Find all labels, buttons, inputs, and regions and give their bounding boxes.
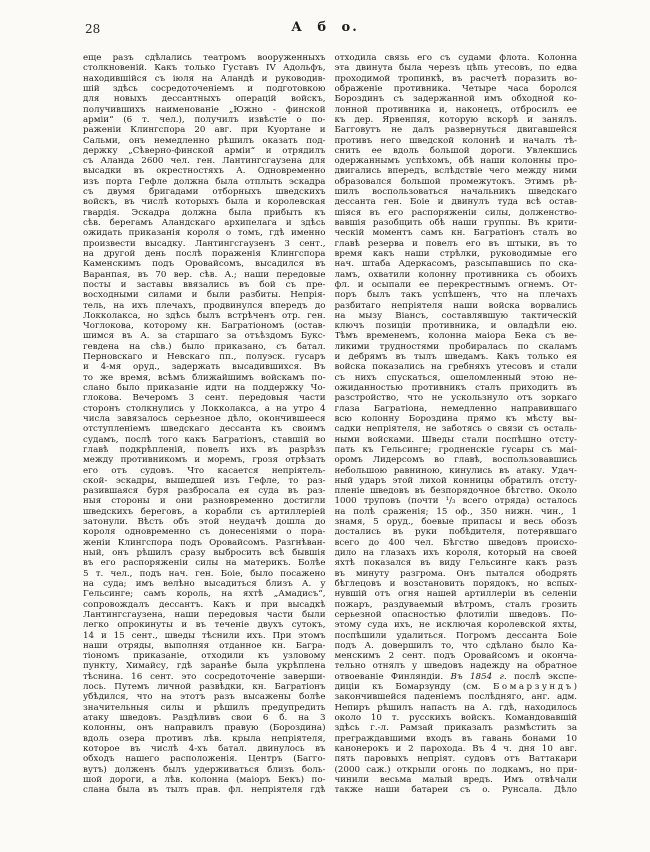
text-line: восходными силами и были разбиты. Непрія- xyxy=(83,290,326,301)
text-line: преграждавшими входъ въ гавань бонами 10 xyxy=(334,733,577,744)
left-column xyxy=(83,53,326,796)
text-line: Лантингсгаузена, наши передовыя части были xyxy=(83,609,326,620)
text-line: противъ него шведской колоннѣ и началъ тѣ- xyxy=(334,135,577,146)
text-line: шій здѣсь сосредоточеніемъ и подготовкою xyxy=(83,83,326,94)
text-line: сторонъ столкнулись у Локколакса, а на утро 4 xyxy=(83,403,326,414)
text-line: еще разъ сдѣлались театромъ вооруженныхъ xyxy=(83,53,326,63)
text-line: разстройство, что не ускользнуло отъ зоркаго xyxy=(334,393,577,404)
text-line: время какъ наши стрѣлки, руководимые его xyxy=(334,248,577,259)
text-line: шведскихъ береговъ, а корабли съ артиллеріей xyxy=(83,506,326,517)
text-line: бѣглецовъ и возстановить порядокъ, но вспых- xyxy=(334,578,577,589)
text-line: Бороздинъ съ задержанной имъ обходной ко- xyxy=(334,94,577,105)
text-line: шилъ воспользоваться начальникъ шведскаго xyxy=(334,187,577,198)
text-line: въ минуту разгрома. Онъ пытался ободрять xyxy=(334,568,577,579)
text-segment: Въ 1854 г. xyxy=(450,671,507,682)
text-line: пать къ Гельсинге; гродненскіе гусары съ маі- xyxy=(334,444,577,455)
text-line: на полѣ сраженія; 15 оф., 350 нижн. чин., 1 xyxy=(334,506,577,517)
text-line: ческій моментъ самъ кн. Багратіонъ сталъ во xyxy=(334,228,577,239)
text-line: убѣдился, что на этотъ разъ высажены болѣе xyxy=(83,692,326,703)
text-line: шой дороги, а лѣв. колонна (маіоръ Бекъ) по- xyxy=(83,774,326,785)
text-line: 1000 труповъ (почти ¹/₃ всего отряда) осталось xyxy=(334,496,577,507)
text-line: на другой день послѣ пораженія Клингспора xyxy=(83,248,326,259)
text-line: раженіи Клингспора 20 авг. при Куортане и xyxy=(83,125,326,136)
text-line: столкновеній. Какъ только Густавъ IV Адольфъ, xyxy=(83,63,326,74)
text-line: Локколакса, но здѣсь былъ встрѣченъ отр. ген. xyxy=(83,310,326,321)
text-line: войска показались на гребняхъ утесовъ и стали xyxy=(334,362,577,373)
text-line: тельно отнялъ у шведовъ надежду на обратное xyxy=(334,661,577,672)
text-line: глаза Багратіона, немедленно направившаго xyxy=(334,403,577,414)
text-line: получившихъ наименованіе „Южно - финской xyxy=(83,104,326,115)
text-line: вавшія разобщить обѣ наши группы. Въ крити- xyxy=(334,218,577,228)
text-line: сѣв. берегамъ Аландскаго архипелага и здѣсь xyxy=(83,218,326,228)
text-line: дессанта ген. Боіе и двинулъ туда всѣ остав- xyxy=(334,197,577,208)
text-line: Непиръ рѣшилъ напасть на А. гдѣ, находилось xyxy=(334,702,577,713)
text-line: колонны, онъ направилъ правую (Бороздина) xyxy=(83,723,326,734)
text-line: около 10 т. русскихъ войскъ. Командовавшій xyxy=(334,713,577,723)
text-line: нач. штаба Адеркасомъ, разсыпавшись по ска- xyxy=(334,259,577,270)
text-line: лось. Путемъ личной развѣдки, кн. Багратіонъ xyxy=(83,682,326,693)
text-line: ными войсками. Шведы стали поспѣшно отсту- xyxy=(334,434,577,445)
text-line: на мызу Віансъ, составлявшую тактическій xyxy=(334,310,577,321)
text-line: шимся въ А. за старшаго за отъѣздомъ Букс- xyxy=(83,331,326,342)
text-line: нувшій отъ огня нашей артиллеріи въ селеніи xyxy=(334,589,577,600)
text-line: съ нихъ спускаться, ошеломленный этою не- xyxy=(334,372,577,383)
text-line: серьезной опасностью флотиліи шведовъ. По- xyxy=(334,609,577,620)
text-line: разившаяся буря разбросала ея суда въ раз- xyxy=(83,486,326,497)
text-line: Чоглокова, которому кн. Багратіономъ (остав- xyxy=(83,321,326,332)
text-line: гвардія. Эскадра должна была прибыть къ xyxy=(83,207,326,218)
text-line: ключъ позиціи противника, и овладѣли ею. xyxy=(334,321,577,332)
text-line: подъ А. довершилъ то, что сдѣлано было Ка- xyxy=(334,640,577,651)
page-number: 28 xyxy=(85,22,101,36)
text-line: короля одновременно съ донесеніями о пора- xyxy=(83,527,326,538)
text-line: главѣ резерва и повелъ его въ штыки, въ то xyxy=(334,238,577,249)
text-columns xyxy=(83,53,577,796)
text-line: къ дер. Ярвенпяя, которую вскорѣ и занялъ. xyxy=(334,114,577,125)
text-line: съ Аланда 2600 чел. ген. Лантингсгаузена для xyxy=(83,156,326,167)
text-line: одержаннымъ успѣхомъ, обѣ наши колонны про- xyxy=(334,156,577,167)
text-line: ныя стороны и они разновременно достигли xyxy=(83,496,326,507)
text-line: поспѣшили удалиться. Погромъ дессанта Боіе xyxy=(334,630,577,641)
text-line: закончившейся паденіемъ послѣдняго, анг. адм. xyxy=(334,692,577,703)
text-line: дило на глазахъ ихъ короля, который на своей xyxy=(334,548,577,558)
right-column xyxy=(335,53,578,796)
text-line: ный ударъ этой лихой конницы обратилъ отсту- xyxy=(334,475,577,486)
text-line: садки непріятеля, не заботясь о связи съ осталь- xyxy=(334,424,577,435)
text-line: арміи“ (6 т. чел.), получилъ извѣстіе о по- xyxy=(83,114,326,125)
text-line: яхтѣ показался въ виду Гельсинге какъ разъ xyxy=(334,558,577,569)
text-line: Варанпая, въ 70 вер. сѣв. А.; наши передовые xyxy=(83,269,326,280)
text-line: съ двумя бригадами отборныхъ шведскихъ xyxy=(83,187,326,198)
text-line: на суда; имъ велѣно высадиться близъ А. у xyxy=(83,578,326,589)
text-segment: послѣ экспе- xyxy=(506,671,577,682)
text-line: образовался большой промежутокъ. Этимъ рѣ- xyxy=(334,176,577,187)
text-line: въ его распоряженіи силы на материкъ. Болѣе xyxy=(83,558,326,569)
text-line: небольшою равниною, кинулись въ атаку. Удач- xyxy=(334,465,577,476)
text-line: войскъ, въ числѣ которыхъ была и королевская xyxy=(83,197,326,208)
text-line: тель, на ихъ плечахъ, продвинулся впередъ до xyxy=(83,300,326,311)
text-line: Каменскимъ подъ Оровайсомъ, высадился въ xyxy=(83,259,326,270)
text-line: вдоль озера противъ лѣв. крыла непріятеля, xyxy=(83,733,326,744)
text-line: глокова. Вечеромъ 3 сент. передовыя части xyxy=(83,393,326,404)
text-line: тѣснина. 16 сент. это сосредоточеніе заверши- xyxy=(83,671,326,682)
text-line: гевдена на сѣв.) было приказано, съ батал. xyxy=(83,341,326,352)
text-line: посты и заставы ввязались въ бой съ пре- xyxy=(83,279,326,290)
text-line: сопровождалъ дессантъ. Какъ и при высадкѣ xyxy=(83,599,326,610)
text-line: значительныя силы и рѣшилъ предупредить xyxy=(83,702,326,713)
text-line: наши отряды, выполняя отданное кн. Багра- xyxy=(83,640,326,651)
running-title: А б о. xyxy=(291,20,359,35)
text-line: Багговутъ не далъ развернуться двигавшейся xyxy=(334,125,577,136)
text-line: ожиданностью противникъ сталъ приходить въ xyxy=(334,383,577,393)
text-line: ской- эскадры, вышедшей изъ Гефле, то раз- xyxy=(83,475,326,486)
text-line: этому суда ихъ, не исключая королевской яхты, xyxy=(334,620,577,631)
text-line: держку „Сѣверно-финской арміи“ и отрядилъ xyxy=(83,145,326,156)
text-line: менскимъ 2 сент. подъ Оровайсомъ и оконча- xyxy=(334,651,577,662)
text-line: чинили весьма малый вредъ. Имъ отвѣчали xyxy=(334,774,577,785)
text-line xyxy=(335,682,578,692)
text-line: затонули. Вѣсть объ этой неудачѣ дошла до xyxy=(83,517,326,528)
text-line: всю колонну Бороздина прямо къ мѣсту вы- xyxy=(334,413,577,424)
text-line: знамя, 5 оруд., боевые припасы и весь обозъ xyxy=(334,517,577,528)
text-line: пять паровыхъ непріят. судовъ отъ Ваттакари xyxy=(334,754,577,765)
text-line: тіономъ приказаніе, отходили къ узловому xyxy=(83,651,326,662)
text-line xyxy=(335,672,578,682)
text-line: вутъ) долженъ былъ удерживаться близъ боль- xyxy=(83,764,326,775)
text-line: также наши батареи съ о. Рунсала. Дѣло xyxy=(334,785,577,796)
text-line: ожидать приказанія короля о томъ, гдѣ именно xyxy=(83,228,326,239)
text-line: лонной противника и, наконецъ, отбросилъ ее xyxy=(334,104,577,115)
text-line: изъ порта Гефле должна была отплыть эскадра xyxy=(83,176,326,187)
text-line: женіи Клингспора подъ Оровайсомъ. Разгнѣван- xyxy=(83,537,326,548)
text-segment: Бомарзундъ xyxy=(492,682,574,693)
text-line: главѣ подкрѣпленій, повелъ ихъ въ разрѣзъ xyxy=(83,444,326,455)
text-segment: диціи къ Бомарзунду (см. xyxy=(334,682,493,693)
text-line: достались въ руки побѣдителя, потерявшаго xyxy=(334,527,577,538)
text-line: снить ее вдоль большой дороги. Увлекшись xyxy=(334,145,577,156)
text-line: судамъ, послѣ того какъ Багратіонъ, ставшій во xyxy=(83,434,326,445)
text-line: эта двинута была черезъ цѣпь утесовъ, по едва xyxy=(334,63,577,74)
text-line: пожаръ, раздуваемый вѣтромъ, сталъ грозить xyxy=(334,599,577,610)
text-line: высадки въ окрестностяхъ А. Одновременно xyxy=(83,166,326,177)
text-line: обходъ нашего расположенія. Центръ (Багго- xyxy=(83,754,326,765)
text-line: двигались впередъ, вслѣдствіе чего между ними xyxy=(334,166,577,177)
text-line: всего до 400 чел. Бѣгство шведовъ происхо- xyxy=(334,537,577,548)
text-line: ламъ, охватили колонну противника съ обоихъ xyxy=(334,269,577,280)
text-line: отступленіемъ шведскаго дессанта къ своимъ xyxy=(83,424,326,435)
text-line: которое въ числѣ 4-хъ батал. двинулось въ xyxy=(83,743,326,754)
text-line: числа завязалось серьезное дѣло, окончившееся xyxy=(83,413,326,424)
text-line: находившійся съ іюля на Аландѣ и руководив- xyxy=(83,73,326,84)
text-line: здѣсь г.-л. Рамзай приказалъ размѣстить за xyxy=(334,723,577,734)
text-line: для новыхъ дессантныхъ операцій войскъ, xyxy=(83,94,326,105)
text-line: (2000 саж.) открыли огонь по лодкамъ, но при- xyxy=(334,764,577,775)
text-line: разбитаго непріятеля наши войска ворвались xyxy=(334,300,577,311)
text-line: произвести высадку. Лантингсгаузенъ 3 сент., xyxy=(83,238,326,249)
text-line: слана была въ тылъ прав. фл. непріятеля гдѣ xyxy=(83,785,326,796)
text-line: слано было приказаніе идти на поддержку Чо- xyxy=(83,383,326,393)
text-line: канонерокъ и 2 парохода. Въ 4 ч. дня 10 авг. xyxy=(334,743,577,754)
text-line: Сальми, онъ немедленно рѣшилъ оказать под- xyxy=(83,135,326,146)
text-line: Перновскаго и Невскаго пп., полуэск. гусаръ xyxy=(83,352,326,363)
text-line: проходимой тропинкѣ, въ расчетѣ поразить во- xyxy=(334,73,577,84)
text-line: ликими трудностями пробиралась по скаламъ xyxy=(334,341,577,352)
text-line: отходила связь его съ судами флота. Колонна xyxy=(334,53,577,63)
text-line: 14 и 15 сент., шведы тѣснили ихъ. При этомъ xyxy=(83,630,326,641)
text-line: его отъ судовъ. Что касается непріятель- xyxy=(83,465,326,476)
text-line: атаку шведовъ. Раздѣливъ свои 6 б. на 3 xyxy=(83,713,326,723)
text-line: пленіе шведовъ въ безпорядочное бѣгство. Около xyxy=(334,486,577,497)
text-line: ный, онъ рѣшилъ сразу выбросить всѣ бывшія xyxy=(83,548,326,558)
text-line: и 4-мя оруд., задержать высадившихся. Въ xyxy=(83,362,326,373)
text-line: легко опрокинуты и въ теченіе двухъ сутокъ, xyxy=(83,620,326,631)
text-line: 5 т. чел., подъ нач. ген. Боіе, было посажено xyxy=(83,568,326,579)
text-line: Гельсинге; самъ король, на яхтѣ „Амадисъ“, xyxy=(83,589,326,600)
text-line: ображеніе противника. Четыре часа боролся xyxy=(334,83,577,94)
text-line: поръ былъ такъ успѣшенъ, что на плечахъ xyxy=(334,290,577,301)
text-line: Тѣмъ временемъ, колонна маіора Бека съ ве- xyxy=(334,331,577,342)
text-segment: отвоеваніе Финляндіи. xyxy=(334,671,451,682)
text-line: пункту, Химайсу, гдѣ заранѣе была укрѣплена xyxy=(83,661,326,672)
text-segment: ) xyxy=(573,682,577,693)
text-line: то же время, всѣмъ ближайшимъ войскамъ по- xyxy=(83,372,326,383)
text-line: между противникомъ и моремъ, грозя отрѣзать xyxy=(83,455,326,466)
text-line: оромъ Лидерсомъ во главѣ, воспользовавшись xyxy=(334,455,577,466)
text-line: фл. и осыпали ее перекрестнымъ огнемъ. От- xyxy=(334,279,577,290)
text-line: и дебрямъ въ тылъ шведамъ. Какъ только ея xyxy=(334,352,577,363)
text-line: шіяся въ его распоряженіи силы, долженство- xyxy=(334,207,577,218)
